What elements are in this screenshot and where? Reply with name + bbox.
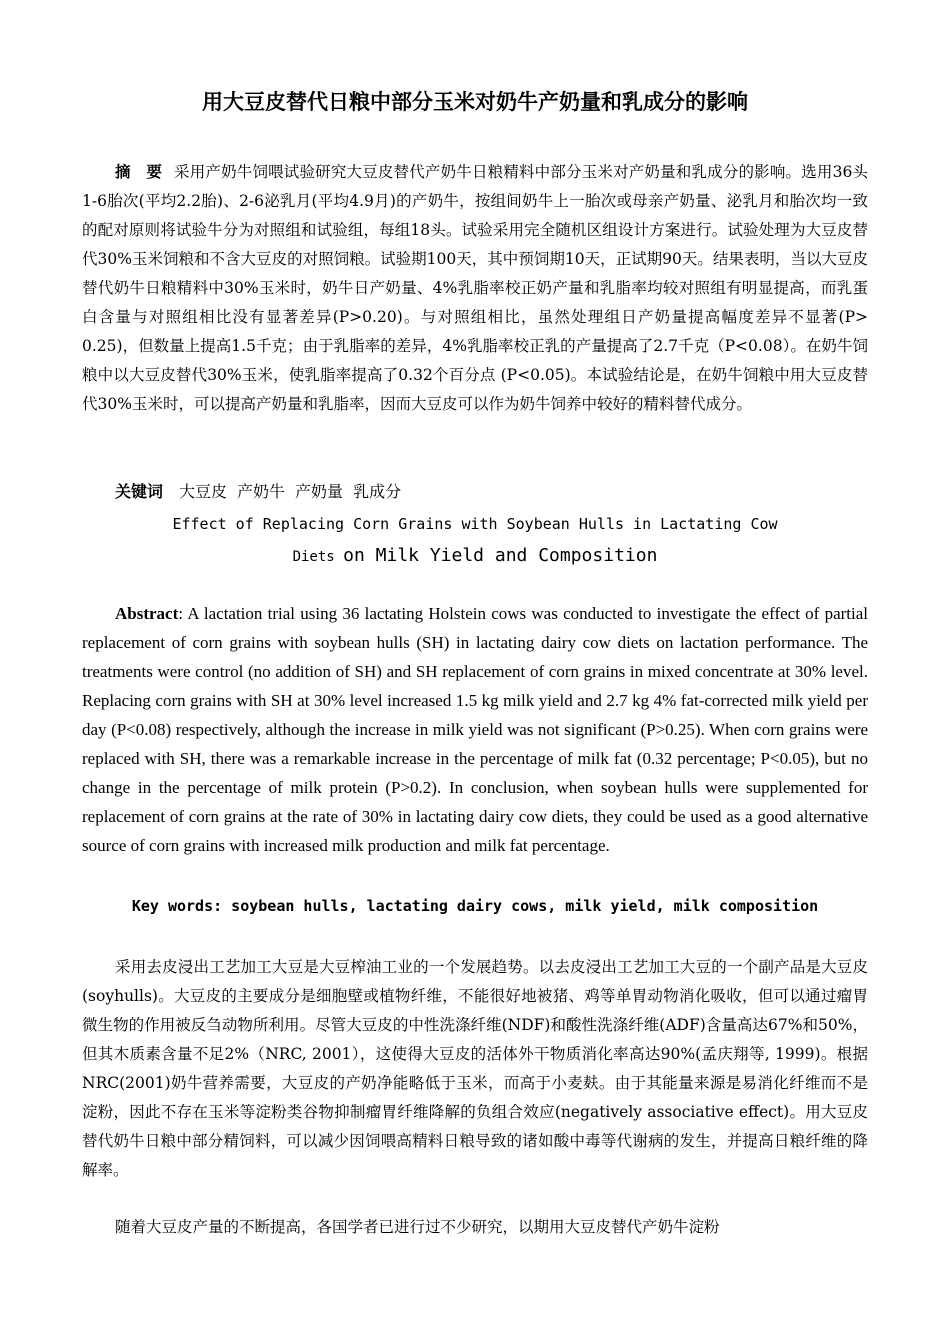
chinese-abstract-text: 采用产奶牛饲喂试验研究大豆皮替代产奶牛日粮精料中部分玉米对产奶量和乳成分的影响。选用36头1-6胎次(平均2.2胎)、2-6泌乳月(平均4.9月)的产奶牛，按组间奶牛上一胎次或母亲产奶量、泌乳月和胎次均一致的配对原则将试验牛分为对照组和试验组，每组18头。试验采用完全随机区组设计方案进行。试验处理为大豆皮替代30%玉米饲粮和不含大豆皮的对照饲粮。试验期100天，其中预饲期10天，正试期90天。结果表明，当以大豆皮替代奶牛日粮精料中30%玉米时，奶牛日产奶量、4%乳脂率校正奶产量和乳脂率均较对照组有明显提高，而乳蛋白含量与对照组相比没有显著差异(P>0.20)。与对照组相比，虽然处理组日产奶量提高幅度差异不显著(P> 0.25)，但数量上提高1.5千克；由于乳脂率的差异，4%乳脂率校正乳的产量提高了2.7千克（P<0.08）。在奶牛饲粮中以大豆皮替代30%玉米，使乳脂率提高了0.32个百分点 (P<0.05)。本试验结论是，在奶牛饲粮中用大豆皮替代30%玉米时，可以提高产奶量和乳脂率，因而大豆皮可以作为奶牛饲养中较好的精料替代成分。 — [82, 163, 868, 413]
english-keywords: Key words: soybean hulls, lactating dairy cows, milk yield, milk composition — [131, 897, 819, 915]
chinese-keyword: 产奶量 — [295, 482, 344, 501]
english-abstract — [82, 599, 868, 860]
english-title-line-1: Effect of Replacing Corn Grains with Soybean Hulls in Lactating Cow — [172, 515, 778, 533]
body-paragraph-1: 采用去皮浸出工艺加工大豆是大豆榨油工业的一个发展趋势。以去皮浸出工艺加工大豆的一个副产品是大豆皮(soyhulls)。大豆皮的主要成分是细胞壁或植物纤维，不能很好地被猪、鸡等单胃动物消化吸收，但可以通过瘤胃微生物的作用被反刍动物所利用。尽管大豆皮的中性洗涤纤维(NDF)和酸性洗涤纤维(ADF)含量高达67%和50%，但其木质素含量不足2%（NRC, 2001），这使得大豆皮的活体外干物质消化率高达90%(孟庆翔等, 1999)。根据NRC(2001)奶牛营养需要，大豆皮的产奶净能略低于玉米，而高于小麦麸。由于其能量来源是易消化纤维而不是淀粉，因此不存在玉米等淀粉类谷物抑制瘤胃纤维降解的负组合效应(negatively associative effect)。用大豆皮替代奶牛日粮中部分精饲料，可以减少因饲喂高精料日粮导致的诸如酸中毒等代谢病的发生，并提高日粮纤维的降解率。 — [82, 958, 868, 1179]
english-title-line-2-main: on Milk Yield and Composition — [343, 545, 658, 566]
chinese-keywords — [115, 480, 411, 504]
chinese-abstract — [82, 158, 868, 419]
english-abstract-text: : A lactation trial using 36 lactating Holstein cows was conducted to investigate the effect of partial replacement of corn grains with soybean hulls (SH) in lactating dairy cow diets on lactation performance. The treatments were control (no addition of SH) and SH replacement of corn grains in mixed concentrate at 30% level. Replacing corn grains with SH at 30% level increased 1.5 kg milk yield and 2.7 kg 4% fat-corrected milk yield per day (P<0.08) respectively, although the increase in milk yield was not significant (P>0.25). When corn grains were replaced with SH, there was a remarkable increase in the percentage of milk fat (0.32 percentage; P<0.05), but no change in the percentage of milk protein (P>0.2). In conclusion, when soybean hulls were supplemented for replacement of corn grains at the rate of 30% in lactating dairy cow diets, they could be used as a good alternative source of corn grains with increased milk production and milk fat percentage. — [82, 604, 868, 855]
english-title-line-2 — [82, 543, 868, 570]
body-paragraph-2: 随着大豆皮产量的不断提高，各国学者已进行过不少研究，以期用大豆皮替代产奶牛淀粉 — [115, 1218, 720, 1236]
chinese-keyword: 乳成分 — [353, 482, 402, 501]
english-abstract-label: Abstract — [115, 604, 179, 623]
chinese-keyword: 产奶牛 — [237, 482, 286, 501]
chinese-keywords-label: 关键词 — [115, 482, 164, 501]
paper-title: 用大豆皮替代日粮中部分玉米对奶牛产奶量和乳成分的影响 — [202, 90, 748, 114]
english-title-line-2-prefix: Diets — [292, 549, 344, 565]
chinese-abstract-label: 摘 要 — [115, 163, 163, 181]
chinese-keyword: 大豆皮 — [179, 482, 228, 501]
